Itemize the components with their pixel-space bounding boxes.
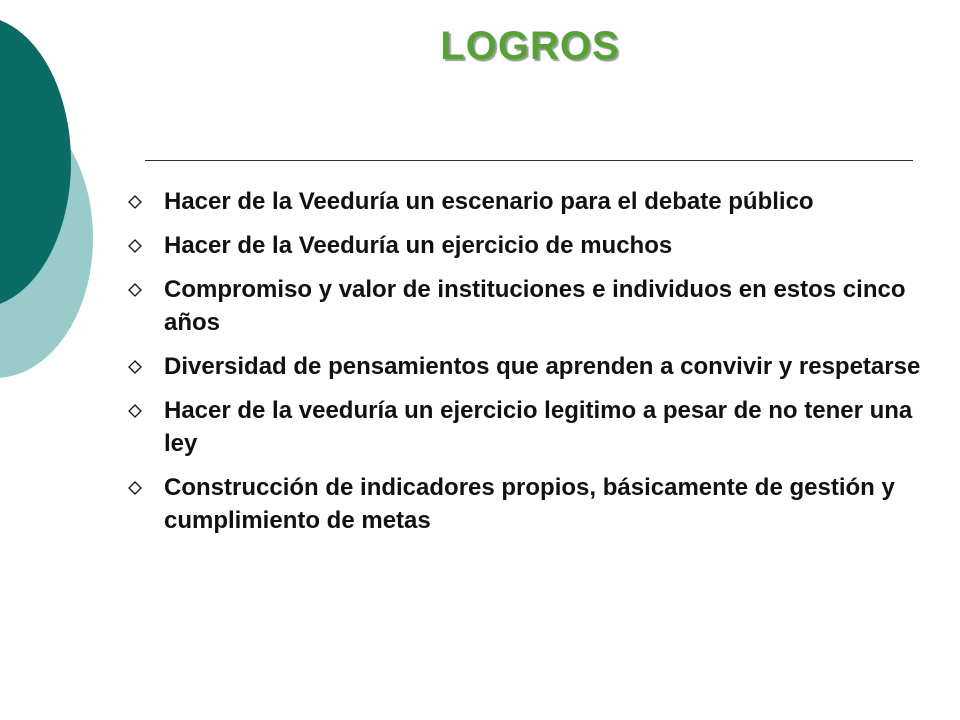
hollow-diamond-icon bbox=[128, 283, 142, 297]
bullet-text: Hacer de la Veeduría un ejercicio de muchos bbox=[164, 232, 673, 259]
bullet-text: Diversidad de pensamientos que aprenden a convivir y respetarse bbox=[164, 353, 921, 380]
bullet-item bbox=[128, 273, 928, 339]
decorative-circles bbox=[0, 0, 120, 400]
hollow-diamond-icon bbox=[128, 404, 142, 418]
bullet-text: Hacer de la veeduría un ejercicio legitimo a pesar de no tener una ley bbox=[164, 397, 913, 457]
title-divider bbox=[145, 160, 913, 161]
bullet-item bbox=[128, 394, 928, 460]
bullet-item bbox=[128, 229, 928, 262]
hollow-diamond-icon bbox=[128, 195, 142, 209]
bullet-item bbox=[128, 350, 928, 383]
bullet-item bbox=[128, 471, 928, 537]
bullet-text: Construcción de indicadores propios, básicamente de gestión y cumplimiento de metas bbox=[164, 474, 895, 534]
hollow-diamond-icon bbox=[128, 481, 142, 495]
bullet-text: Compromiso y valor de instituciones e individuos en estos cinco años bbox=[164, 276, 906, 336]
bullet-list bbox=[128, 185, 928, 548]
hollow-diamond-icon bbox=[128, 360, 142, 374]
hollow-diamond-icon bbox=[128, 239, 142, 253]
bullet-item bbox=[128, 185, 928, 218]
slide-title: LOGROS bbox=[440, 24, 620, 68]
bullet-text: Hacer de la Veeduría un escenario para el debate público bbox=[164, 188, 814, 215]
